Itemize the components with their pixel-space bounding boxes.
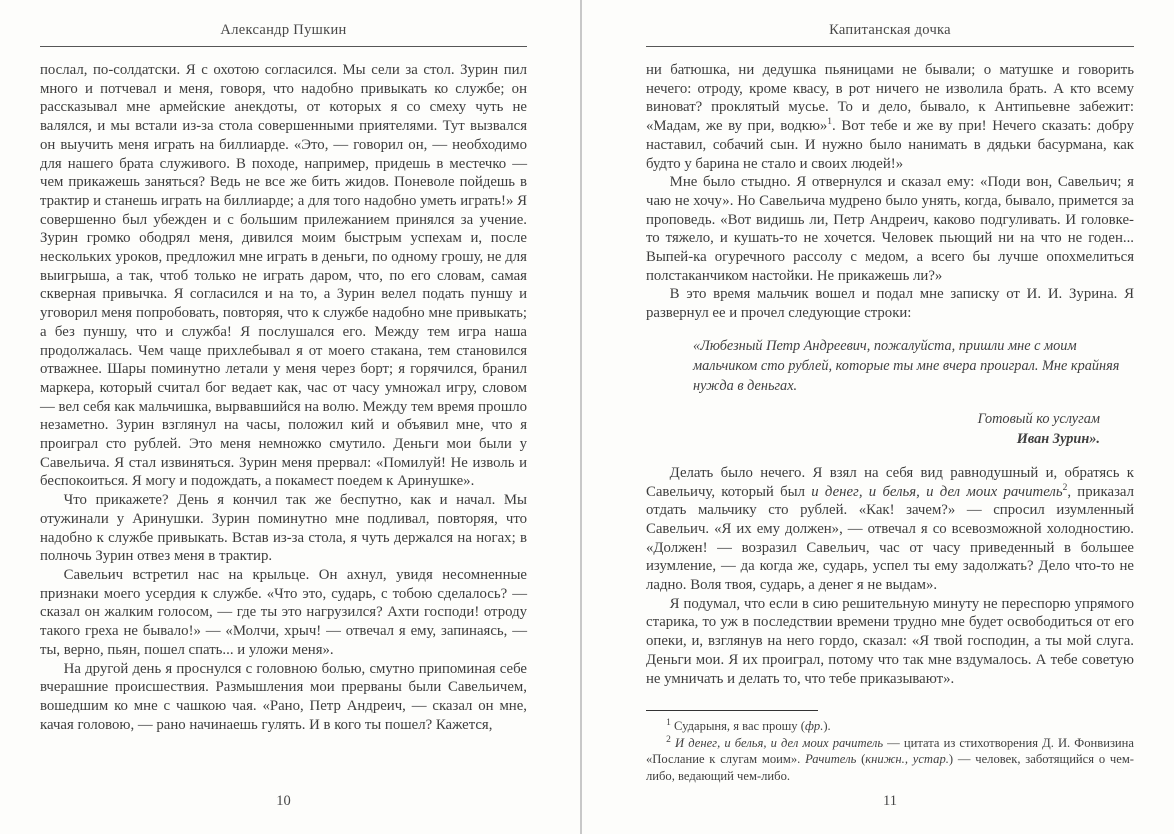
footnote-separator	[646, 710, 818, 711]
footnote-text: ).	[823, 719, 831, 734]
quoted-verse: и денег, и белья, и дел моих рачитель	[811, 483, 1063, 500]
letter-signature: Иван Зурин».	[1016, 430, 1100, 447]
paragraph: Что прикажете? День я кончил так же беспутно, как и начал. Мы отужинали у Аринушки. Зурин поминутно мне подливал, повторяя, что надобно к службе привыкать. Встав из-за стола, я чуть держался на ногах; в полночь Зурин отвез меня в трактир.	[40, 492, 527, 565]
footnote-2	[646, 735, 1134, 784]
page-right	[581, 0, 1174, 834]
footnote-italic: И денег, и белья, и дел моих рачитель	[675, 735, 884, 750]
paragraph: На другой день я проснулся с головною болью, смутно припоминая себе вчерашние происшествия. Размышления мои прерваны были Савельичем, вошедшим ко мне с чашкою чая. «Рано, Петр Андреич, — сказал он мне, качая головою, — рано начинаешь гулять. И в кого ты пошел? Кажется,	[40, 660, 527, 733]
page-number-right: 11	[883, 793, 897, 809]
footnote-ref-2: 2	[1062, 482, 1068, 493]
gutter-divider	[580, 0, 582, 834]
page-number-left: 10	[276, 793, 291, 809]
paragraph: Мне было стыдно. Я отвернулся и сказал ему: «Поди вон, Савельич; я чаю не хочу». Но Савельича мудрено было унять, когда, бывало, примется за проповедь. «Вот видишь ли, Петр Андреич, каково подгуливать. И головке-то тяжело, и кушать-то не хочется. Человек пьющий ни на что не годен... Выпей-ка огуречного рассолу с медом, а всего бы лучше опохмелиться полстаканчиком настойки. Не прикажешь ли?»	[646, 174, 1134, 284]
footnote-italic: фр.	[804, 719, 824, 734]
paragraph-text: ни батюшка, ни дедушка пьяницами не бывали; о матушке и говорить нечего: отроду, кроме квасу, в рот ничего не изволила брать. А кто всему виноват? проклятый мусье. То и дело, бывало, к Антипьевне забежит: «Мадам, же ву при, водкю»	[646, 62, 1134, 135]
footnote-text: Сударыня, я вас прошу (	[670, 719, 805, 734]
right-page-body	[646, 61, 1134, 688]
footnote-ref-1: 1	[827, 117, 833, 128]
paragraph-text: . Вот тебе и же ву при! Нечего сказать: добру наставил, собачий сын. И нужно было нанимать в дядьки басурмана, как будто у барина не стало и своих людей!»	[646, 118, 1134, 172]
left-page-body	[40, 61, 527, 734]
paragraph: В это время мальчик вошел и подал мне записку от И. И. Зурина. Я развернул ее и прочел следующие строки:	[646, 286, 1134, 322]
running-head-author: Александр Пушкин	[40, 22, 527, 47]
paragraph	[646, 61, 1134, 173]
paragraph: Савельич встретил нас на крыльце. Он ахнул, увидя несомненные признаки моего усердия к службе. «Что это, сударь, с тобою сделалось? — сказал он жалким голосом, — где ты это нагрузился? Ахти господи! отроду такого греха не бывало!» — «Молчи, хрыч! — отвечал я ему, запинаясь, — ты, верно, пьян, пошел спать... и уложи меня».	[40, 566, 527, 658]
footnote-text: (	[856, 752, 866, 767]
paragraph-text: , приказал отдать мальчику сто рублей. «Как! зачем?» — спросил изумленный Савельич. «Я их ему должен», — отвечал я со всевозможной холодностию. «Должен! — возразил Савельич, час от часу приведенный в большее изумление, — да когда же, сударь, успел ты ему задолжать? Дело что-то не ладно. Воля твоя, сударь, а денег я не выдам».	[646, 483, 1135, 594]
letter-block	[646, 336, 1134, 449]
paragraph: Я подумал, что если в сию решительную минуту не переспорю упрямого старика, то уж в последствии времени трудно мне будет освободиться от его опеки, и, взглянув на него гордо, сказал: «Я твой господин, а ты мой слуга. Деньги мои. Я их проиграл, потому что так мне вздумалось. А тебе советую не умничать и делать то, что тебе приказывают».	[646, 595, 1134, 687]
letter-signoff: Готовый ко услугам	[977, 410, 1100, 427]
footnotes-section	[646, 710, 1134, 784]
footnote-text: ) — человек, заботящийся о чем-либо, ведающий чем-либо.	[646, 752, 1134, 783]
footnote-text: — цитата из стихотворения Д. И. Фонвизина «Послание к слугам моим».	[646, 735, 1135, 767]
footnote-italic: Рачитель	[805, 752, 857, 767]
paragraph: послал, по-солдатски. Я с охотою согласился. Мы сели за стол. Зурин пил много и потчевал и меня, говоря, что надобно привыкать ко службе; он рассказывал мне армейские анекдоты, от которых я со смеху чуть не валялся, и мы встали из-за стола совершенными приятелями. Тут вызвался он выучить меня играть на биллиарде. «Это, — говорил он, — необходимо для нашего брата служивого. В походе, например, придешь в местечко — чем прикажешь заняться? Ведь не все же бить жидов. Поневоле пойдешь в трактир и станешь играть на биллиарде; а для того надобно уметь играть!» Я совершенно был убежден и с большим прилежанием принялся за учение. Зурин громко ободрял меня, дивился моим быстрым успехам и, после нескольких уроков, предложил мне играть в деньги, по одному грошу, не для выигрыша, а так, чтоб только не играть даром, что, по его словам, самая скверная привычка. Я согласился и на то, а Зурин велел подать пуншу и уговорил меня попробовать, повторяя, что к службе надобно мне привыкать; а без пуншу, что и служба! Я послушался его. Между тем игра наша продолжалась. Чем чаще прихлебывал я от моего стакана, тем становился отважнее. Шары поминутно летали у меня через борт; я горячился, бранил маркера, который считал бог ведает как, час от часу умножал игру, словом — вел себя как мальчишка, вырвавшийся на волю. Между тем время прошло незаметно. Зурин взглянул на часы, положил кий и объявил мне, что я проиграл сто рублей. Это меня немножко смутило. Деньги мои были у Савельича. Я стал извиняться. Зурин меня прервал: «Помилуй! Не изволь и беспокоиться. Я могу и подождать, а покамест поедем к Аринушке».	[40, 62, 527, 490]
footnote-italic: книжн., устар.	[865, 752, 949, 767]
footnote-1	[646, 718, 1134, 734]
page-left	[0, 0, 581, 834]
letter-body: «Любезный Петр Андреевич, пожалуйста, пришли мне с моим мальчиком сто рублей, которые ты мне вчера проиграл. Мне крайняя нужда в деньгах.	[693, 337, 1120, 394]
paragraph	[646, 464, 1134, 595]
running-head-title: Капитанская дочка	[646, 22, 1134, 47]
footnote-marker-1: 1	[666, 718, 671, 729]
footnote-marker-2: 2	[666, 734, 671, 745]
paragraph-text: Делать было нечего. Я взял на себя вид равнодушный и, обратясь к Савельичу, который был	[646, 464, 1134, 500]
